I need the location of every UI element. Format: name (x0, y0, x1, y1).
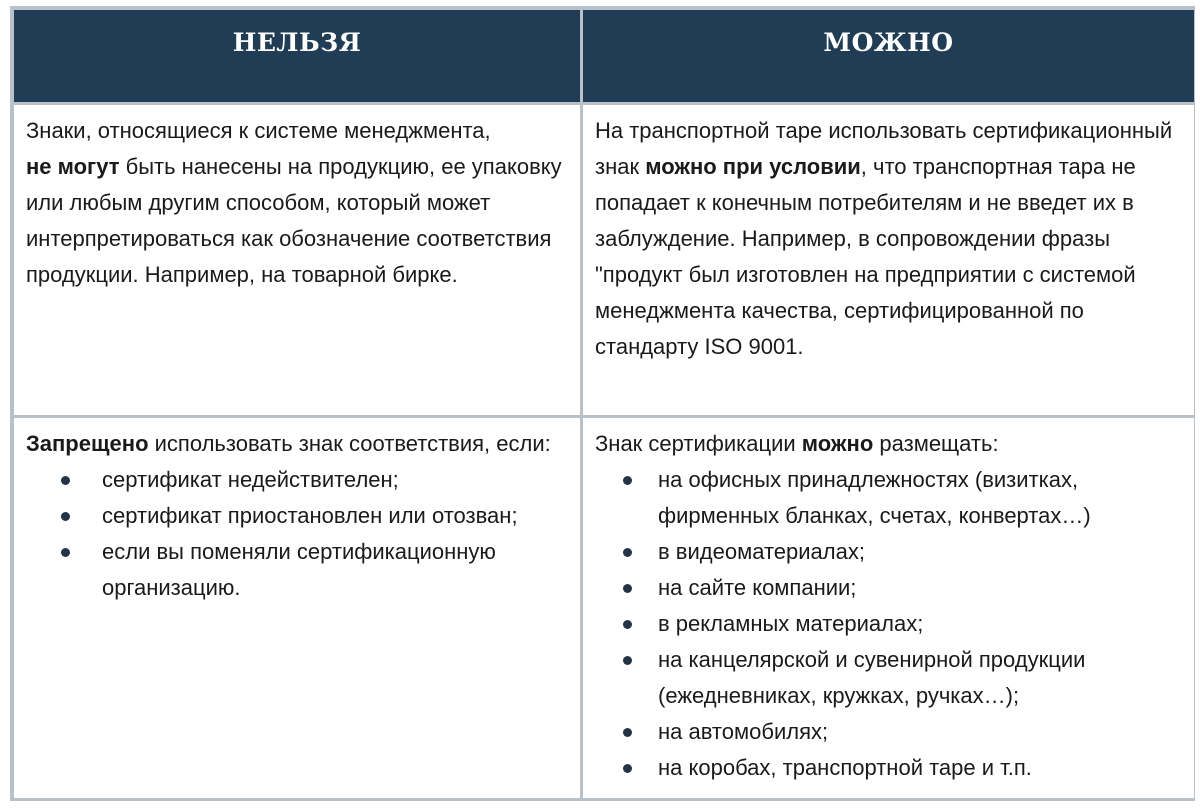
cell-row1-cannot (14, 105, 580, 415)
list-item (26, 462, 568, 498)
list-item (595, 534, 1182, 570)
list-item (595, 606, 1182, 642)
bullet-icon (623, 656, 632, 665)
header-title-cannot: НЕЛЬЗЯ (232, 28, 362, 57)
list-item (595, 642, 1182, 714)
cell-row2-can (583, 418, 1194, 798)
row2-can-intro (595, 426, 1182, 462)
list-item (26, 498, 568, 534)
bullet-icon (61, 476, 70, 485)
list-item-text: сертификат приостановлен или отозван; (102, 503, 518, 528)
bullet-icon (623, 476, 632, 485)
header-cell-cannot (14, 10, 580, 102)
row1-cannot-part1: Знаки, относящиеся к системе менеджмента, (26, 118, 491, 143)
list-item-text: на сайте компании; (658, 575, 857, 600)
row2-can-intro2: размещать: (873, 431, 999, 456)
list-item-text: на офисных принадлежностях (визитках, фирменных бланках, счетах, конвертах…) (658, 467, 1091, 528)
row2-cannot-intro-text: использовать знак соответствия, если: (148, 431, 551, 456)
list-item-text: в рекламных материалах; (658, 611, 924, 636)
bullet-icon (623, 548, 632, 557)
list-item (595, 750, 1182, 786)
bullet-icon (623, 764, 632, 773)
list-item-text: сертификат недействителен; (102, 467, 399, 492)
list-item (595, 570, 1182, 606)
row2-cannot-bold: Запрещено (26, 431, 149, 456)
list-item-text: в видеоматериалах; (658, 539, 865, 564)
row1-cannot-text (26, 113, 568, 293)
row1-can-bold: можно при условии (645, 154, 861, 179)
list-item-text: на коробах, транспортной таре и т.п. (658, 755, 1032, 780)
row1-cannot-bold: не могут (26, 154, 120, 179)
list-item-text: если вы поменяли сертификационную организацию. (102, 539, 496, 600)
row1-can-text (595, 113, 1182, 365)
allowed-list (595, 462, 1182, 786)
bullet-icon (61, 548, 70, 557)
list-item (595, 714, 1182, 750)
bullet-icon (61, 512, 70, 521)
row1-cannot-part2: быть нанесены на продукцию, ее упаковку или любым другим способом, который может интерпретироваться как обозначение соответствия продукции. Например, на товарной бирке. (26, 154, 562, 287)
row2-cannot-intro (26, 426, 568, 462)
header-cell-can (583, 10, 1194, 102)
cell-row1-can (583, 105, 1194, 415)
header-title-can: МОЖНО (823, 28, 954, 57)
comparison-table (10, 6, 1195, 801)
forbidden-list (26, 462, 568, 606)
row1-can-part1: На транспортной таре использовать сертификационный знак (595, 118, 1173, 179)
row1-can-part2: , что транспортная тара не попадает к конечным потребителям и не введет их в заблуждение. Например, в сопровождении фразы "продукт был изготовлен на предприятии с системой менеджмента качества, сертифицированной по стандарту ISO 9001. (595, 154, 1136, 359)
list-item-text: на канцелярской и сувенирной продукции (ежедневниках, кружках, ручках…); (658, 647, 1086, 708)
row2-can-intro1: Знак сертификации (595, 431, 802, 456)
list-item (595, 462, 1182, 534)
list-item-text: на автомобилях; (658, 719, 829, 744)
row2-can-bold: можно (801, 431, 874, 456)
bullet-icon (623, 728, 632, 737)
bullet-icon (623, 620, 632, 629)
cell-row2-cannot (14, 418, 580, 798)
bullet-icon (623, 584, 632, 593)
list-item (26, 534, 568, 606)
